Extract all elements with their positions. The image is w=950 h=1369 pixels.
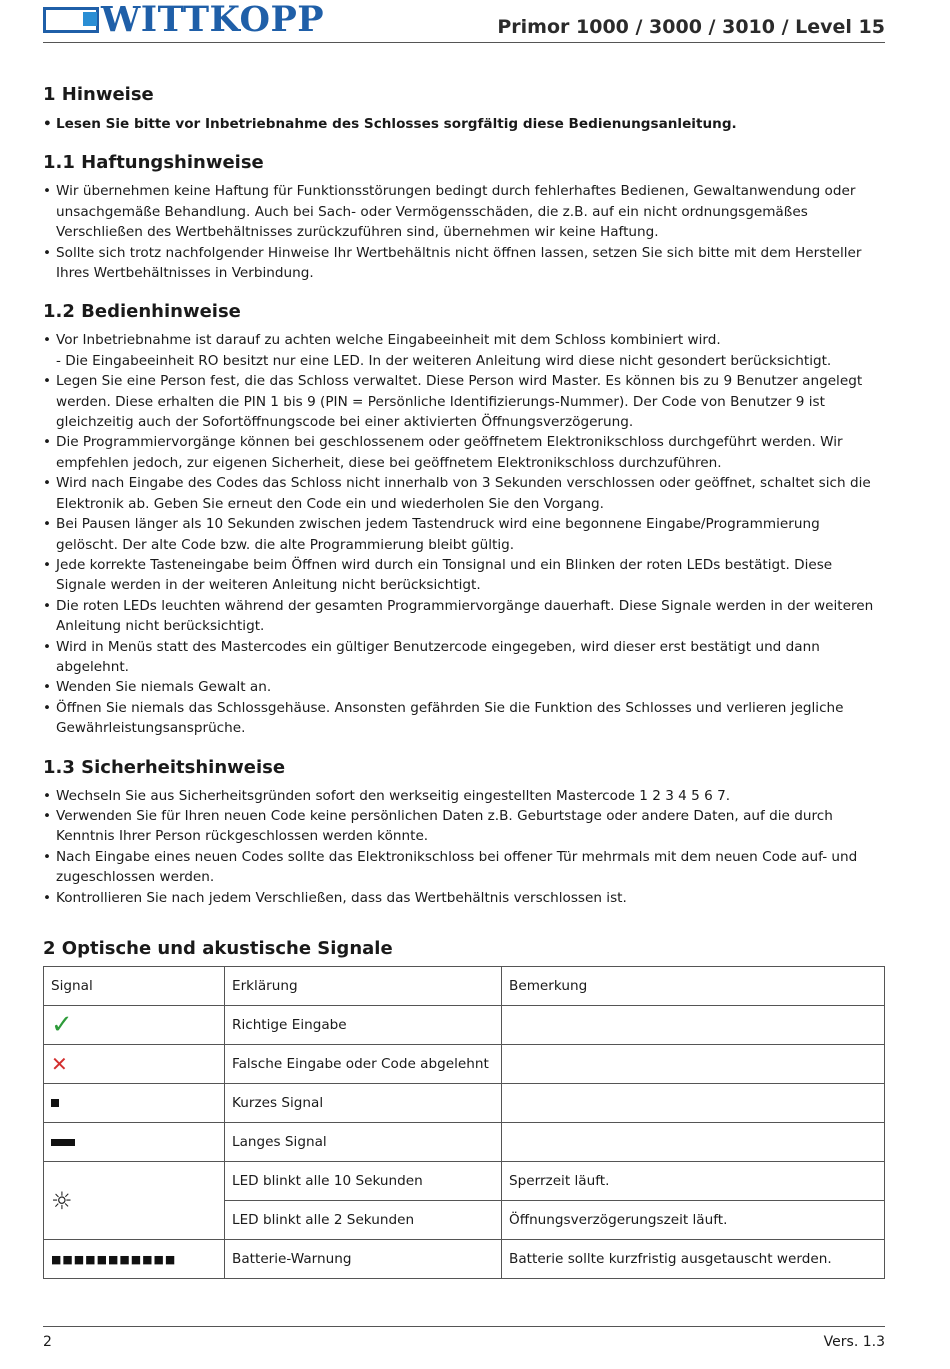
- bemerkung-cell: [502, 1045, 885, 1084]
- list-item: • Sollte sich trotz nachfolgender Hinweise Ihr Wertbehältnis nicht öffnen lassen, setzen Sie sich bitte mit dem Hersteller Ihres Wertbehältnisses in Verbindung.: [43, 243, 885, 284]
- bullet-list: [43, 330, 885, 738]
- logo-square-icon: [83, 12, 97, 26]
- page-content: [43, 84, 885, 1279]
- erklaerung-cell: Batterie-Warnung: [225, 1240, 502, 1279]
- list-item: • Legen Sie eine Person fest, die das Schloss verwaltet. Diese Person wird Master. Es können bis zu 9 Benutzer angelegt werden. Diese erhalten die PIN 1 bis 9 (PIN = Persönliche Identifizierungs-Nummer). Der Code von Benutzer 9 ist gleichzeitig auch der Sofortöffnungscode bei einer aktivierten Öffnungsverzögerung.: [43, 371, 885, 432]
- table-header-row: [44, 967, 885, 1006]
- signals-table: [43, 966, 885, 1279]
- list-item: • Öffnen Sie niemals das Schlossgehäuse. Ansonsten gefährden Sie die Funktion des Schlosses und verlieren jegliche Gewährleistungsansprüche.: [43, 698, 885, 739]
- bemerkung-cell: [502, 1084, 885, 1123]
- bemerkung-cell: [502, 1006, 885, 1045]
- list-item: • Verwenden Sie für Ihren neuen Code keine persönlichen Daten z.B. Geburtstage oder andere Daten, auf die durch Kenntnis Ihrer Person rückgeschlossen werden könnte.: [43, 806, 885, 847]
- section-title: 1.3 Sicherheitshinweise: [43, 756, 286, 778]
- battery-warning-icon: ■■■■■■■■■■■: [51, 1253, 177, 1266]
- bemerkung-cell: Sperrzeit läuft.: [502, 1162, 885, 1201]
- page-number: 2: [43, 1334, 52, 1350]
- section-title: 1.1 Haftungshinweise: [43, 152, 264, 174]
- signal-cell: [44, 1123, 225, 1162]
- list-item: • Wir übernehmen keine Haftung für Funktionsstörungen bedingt durch fehlerhaftes Bedienen, Gewaltanwendung oder unsachgemäße Behandlung. Auch bei Sach- oder Vermögensschäden, die z.B. auf ein nicht ordnungsgemäßes Verschließen des Wertbehältnisses zurückzuführen sind, übernehmen wir keine Haftung.: [43, 181, 885, 242]
- section-hinweise: [43, 84, 885, 134]
- header-cell-erklaerung: Erklärung: [225, 967, 502, 1006]
- signal-cell: [44, 1162, 225, 1240]
- signals-section-title: 2 Optische und akustische Signale: [43, 938, 393, 959]
- bemerkung-cell: Öffnungsverzögerungszeit läuft.: [502, 1201, 885, 1240]
- table-row: [44, 1123, 885, 1162]
- erklaerung-cell: Langes Signal: [225, 1123, 502, 1162]
- section-haftungshinweise: [43, 152, 885, 283]
- section-bedienhinweise: [43, 301, 885, 738]
- table-row: [44, 1240, 885, 1279]
- led-blink-icon: ☼: [51, 1186, 73, 1215]
- signal-cell: [44, 1084, 225, 1123]
- list-item: • Lesen Sie bitte vor Inbetriebnahme des Schlosses sorgfältig diese Bedienungsanleitung.: [43, 114, 885, 134]
- table-row: [44, 1045, 885, 1084]
- signal-cell: [44, 1045, 225, 1084]
- table-row: [44, 1084, 885, 1123]
- list-item: • Kontrollieren Sie nach jedem Verschließen, dass das Wertbehältnis verschlossen ist.: [43, 888, 885, 908]
- section-sicherheitshinweise: [43, 757, 885, 908]
- list-item: • Wird nach Eingabe des Codes das Schloss nicht innerhalb von 3 Sekunden verschlossen oder geöffnet, schaltet sich die Elektronik ab. Geben Sie erneut den Code ein und wiederholen Sie den Vorgang.: [43, 473, 885, 514]
- list-item: • Wird in Menüs statt des Mastercodes ein gültiger Benutzercode eingegeben, wird dieser erst bestätigt und dann abgelehnt.: [43, 637, 885, 678]
- signal-cell: [44, 1240, 225, 1279]
- header-cell-signal: Signal: [44, 967, 225, 1006]
- bullet-list: [43, 114, 885, 134]
- list-item-text: Vor Inbetriebnahme ist darauf zu achten welche Eingabeeinheit mit dem Schloss kombiniert wird.: [56, 332, 721, 349]
- cross-icon: ✕: [51, 1051, 68, 1076]
- short-signal-icon: [51, 1099, 59, 1107]
- list-item: • Die Programmiervorgänge können bei geschlossenem oder geöffnetem Elektronikschloss durchgeführt werden. Wir empfehlen jedoch, zur eigenen Sicherheit, diese bei geöffnetem Elektronikschloss durchzuführen.: [43, 432, 885, 473]
- section-title: 1.2 Bedienhinweise: [43, 301, 241, 323]
- logo-brand-text: WITTKOPP: [101, 0, 325, 40]
- erklaerung-cell: LED blinkt alle 2 Sekunden: [225, 1201, 502, 1240]
- bullet-list: [43, 181, 885, 283]
- check-icon: ✓: [51, 1010, 73, 1040]
- document-title: Primor 1000 / 3000 / 3010 / Level 15: [497, 16, 885, 38]
- bullet-list: [43, 786, 885, 908]
- table-row: [44, 1162, 885, 1201]
- long-signal-icon: [51, 1139, 75, 1146]
- header-cell-bemerkung: Bemerkung: [502, 967, 885, 1006]
- section-title: 1 Hinweise: [43, 84, 154, 105]
- page-header: [43, 0, 885, 43]
- wittkopp-logo: [43, 0, 333, 40]
- version-label: Vers. 1.3: [823, 1334, 885, 1350]
- list-item: • Nach Eingabe eines neuen Codes sollte das Elektronikschloss bei offener Tür mehrmals mit dem neuen Code auf- und zugeschlossen werden.: [43, 847, 885, 888]
- list-item: [43, 330, 885, 371]
- page-footer: [43, 1326, 885, 1357]
- bemerkung-cell: [502, 1123, 885, 1162]
- erklaerung-cell: Richtige Eingabe: [225, 1006, 502, 1045]
- erklaerung-cell: LED blinkt alle 10 Sekunden: [225, 1162, 502, 1201]
- signal-cell: [44, 1006, 225, 1045]
- erklaerung-cell: Falsche Eingabe oder Code abgelehnt: [225, 1045, 502, 1084]
- list-item: • Bei Pausen länger als 10 Sekunden zwischen jedem Tastendruck wird eine begonnene Eingabe/Programmierung gelöscht. Der alte Code bzw. die alte Programmierung bleibt gültig.: [43, 514, 885, 555]
- list-item: • Die roten LEDs leuchten während der gesamten Programmiervorgänge dauerhaft. Diese Signale werden in der weiteren Anleitung nicht berücksichtigt.: [43, 596, 885, 637]
- list-item-subtext: - Die Eingabeeinheit RO besitzt nur eine LED. In der weiteren Anleitung wird diese nicht gesondert berücksichtigt.: [56, 352, 832, 369]
- list-item: • Wechseln Sie aus Sicherheitsgründen sofort den werkseitig eingestellten Mastercode 1 2 3 4 5 6 7.: [43, 786, 885, 806]
- table-row: [44, 1006, 885, 1045]
- bemerkung-cell: Batterie sollte kurzfristig ausgetauscht werden.: [502, 1240, 885, 1279]
- list-item: • Jede korrekte Tasteneingabe beim Öffnen wird durch ein Tonsignal und ein Blinken der roten LEDs bestätigt. Diese Signale werden in der weiteren Anleitung nicht berücksichtigt.: [43, 555, 885, 596]
- erklaerung-cell: Kurzes Signal: [225, 1084, 502, 1123]
- list-item: • Wenden Sie niemals Gewalt an.: [43, 677, 885, 697]
